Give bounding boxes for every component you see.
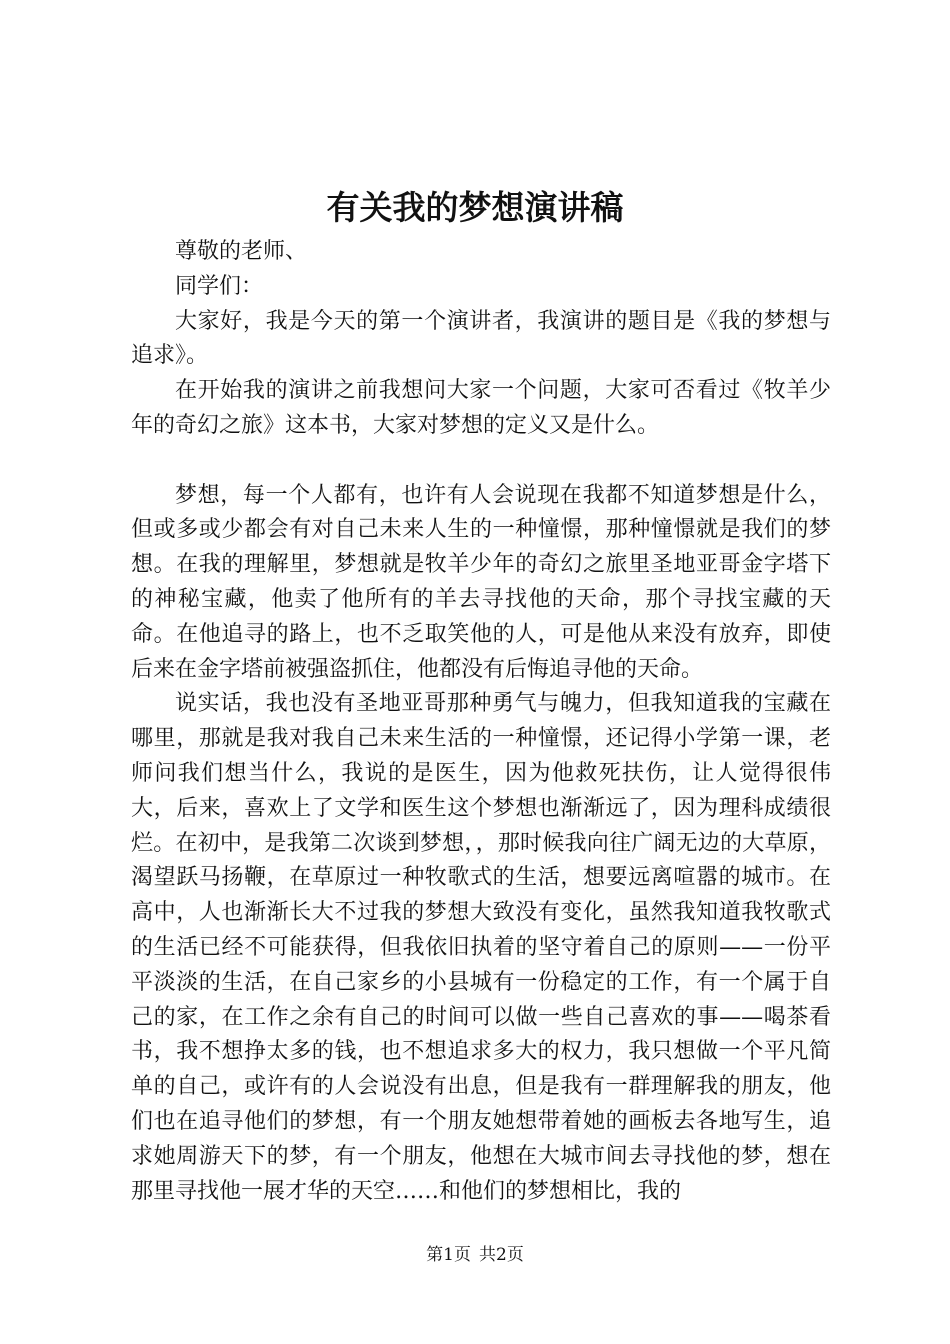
document-title: 有关我的梦想演讲稿 (326, 188, 624, 227)
page-total: 共2页 (479, 1245, 524, 1265)
paragraph-spacer (131, 444, 831, 479)
paragraph-salutation-1: 尊敬的老师、 (175, 239, 308, 264)
paragraph-question: 在开始我的演讲之前我想问大家一个问题，大家可否看过《牧羊少年的奇幻之旅》这本书，大家对梦想的定义又是什么。 (131, 378, 831, 438)
page-number: 第1页 (426, 1245, 471, 1265)
paragraph-greeting: 大家好，我是今天的第一个演讲者，我演讲的题目是《我的梦想与追求》。 (131, 308, 831, 369)
paragraph-my-dream: 说实话，我也没有圣地亚哥那种勇气与魄力，但我知道我的宝藏在哪里，那就是我对我自己未来生活的一种憧憬，还记得小学第一课，老师问我们想当什么，我说的是医生，因为他救死扶伤，让人觉得很伟大，后来，喜欢上了文学和医生这个梦想也渐渐远了，因为理科成绩很烂。在初中，是我第二次谈到梦想，，那时候我向往广阔无边的大草原，渴望跃马扬鞭，在草原过一种牧歌式的生活，想要远离喧嚣的城市。在高中，人也渐渐长大不过我的梦想大致没有变化，虽然我知道我牧歌式的生活已经不可能获得，但我依旧执着的坚守着自己的原则——一份平平淡淡的生活，在自己家乡的小县城有一份稳定的工作，有一个属于自己的家，在工作之余有自己的时间可以做一些自己喜欢的事——喝茶看书，我不想挣太多的钱，也不想追求多大的权力，我只想做一个平凡简单的自己，或许有的人会说没有出息，但是我有一群理解我的朋友，他们也在追寻他们的梦想，有一个朋友她想带着她的画板去各地写生，追求她周游天下的梦，有一个朋友，他想在大城市间去寻找他的梦，想在那里寻找他一展才华的天空……和他们的梦想相比，我的 (131, 691, 831, 1204)
paragraph-salutation-2: 同学们： (175, 273, 264, 299)
paragraph-dream-definition: 梦想，每一个人都有，也许有人会说现在我都不知道梦想是什么，但或多或少都会有对自己未来人生的一种憧憬，那种憧憬就是我们的梦想。在我的理解里，梦想就是牧羊少年的奇幻之旅里圣地亚哥金字塔下的神秘宝藏，他卖了他所有的羊去寻找他的天命，那个寻找宝藏的天命。在他追寻的路上，也不乏取笑他的人，可是他从来没有放弃，即使后来在金字塔前被强盗抓住，他都没有后悔追寻他的天命。 (131, 482, 831, 682)
page-footer (0, 1244, 950, 1266)
document-body (131, 235, 831, 1209)
